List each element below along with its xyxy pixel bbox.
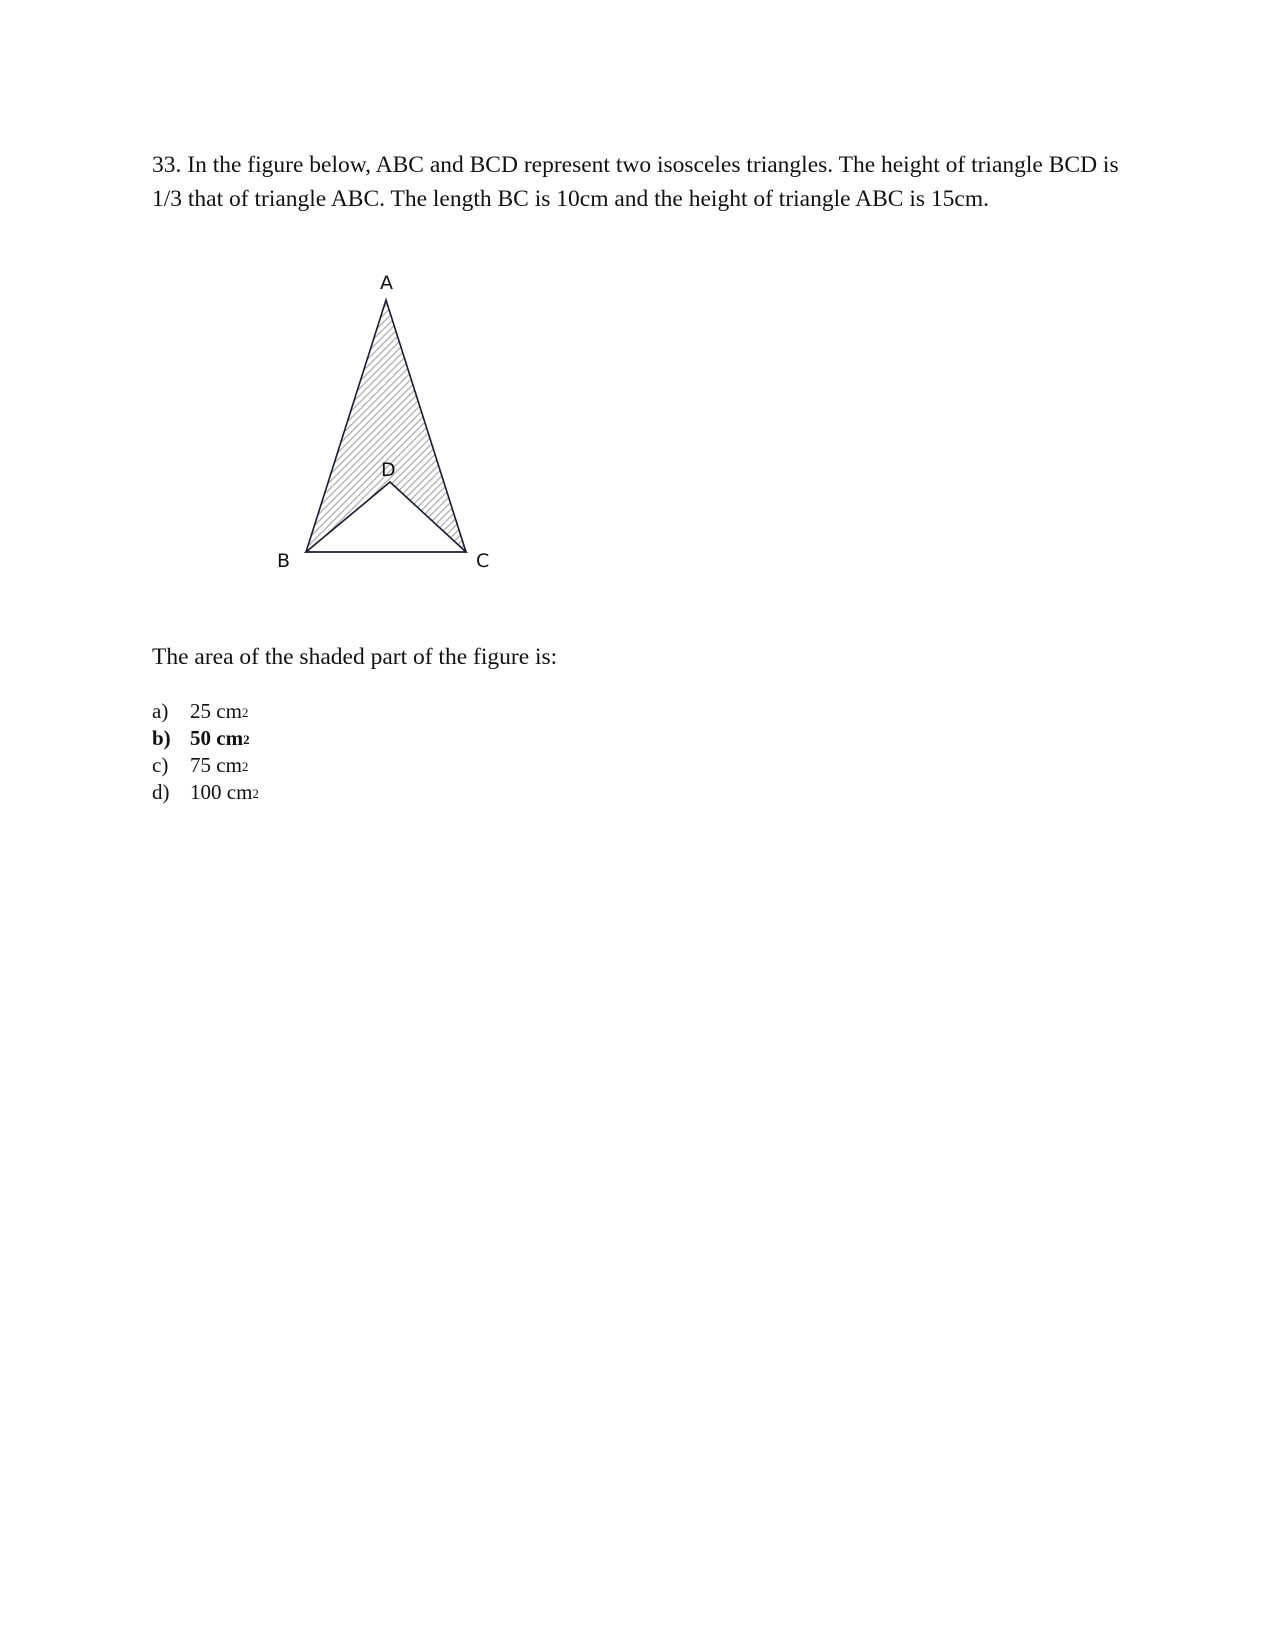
question-text: 33. In the figure below, ABC and BCD represent two isosceles triangles. The height of triangle BCD is 1/3 that of triangle ABC. The length BC is 10cm and the height of triangle ABC is 15cm. xyxy=(152,152,1119,212)
option-b: b) 50 cm $^2$ xyxy=(152,726,250,750)
question-prompt: The area of the shaded part of the figure is: xyxy=(152,644,558,670)
option-c: c) 75 cm $^2$ xyxy=(152,753,249,777)
triangle-diagram xyxy=(260,275,520,605)
option-value: 100 cm xyxy=(190,780,253,804)
vertex-label-c: C xyxy=(476,550,490,572)
option-letter: b) xyxy=(152,726,171,750)
vertex-label-d: D xyxy=(381,459,396,481)
answer-options xyxy=(152,698,259,806)
option-letter: c) xyxy=(152,753,169,777)
option-value: 25 cm xyxy=(190,699,242,723)
vertex-label-b: B xyxy=(277,550,291,572)
triangle-figure xyxy=(260,275,520,605)
option-value: 75 cm xyxy=(190,753,242,777)
vertex-label-a: A xyxy=(380,275,393,294)
option-letter: a) xyxy=(152,699,169,723)
option-value: 50 cm xyxy=(190,726,244,750)
shaded-region xyxy=(306,300,466,552)
option-d: d) 100 cm $^2$ xyxy=(152,780,259,804)
option-letter: d) xyxy=(152,780,170,804)
option-a: a) 25 cm $^2$ xyxy=(152,699,249,723)
